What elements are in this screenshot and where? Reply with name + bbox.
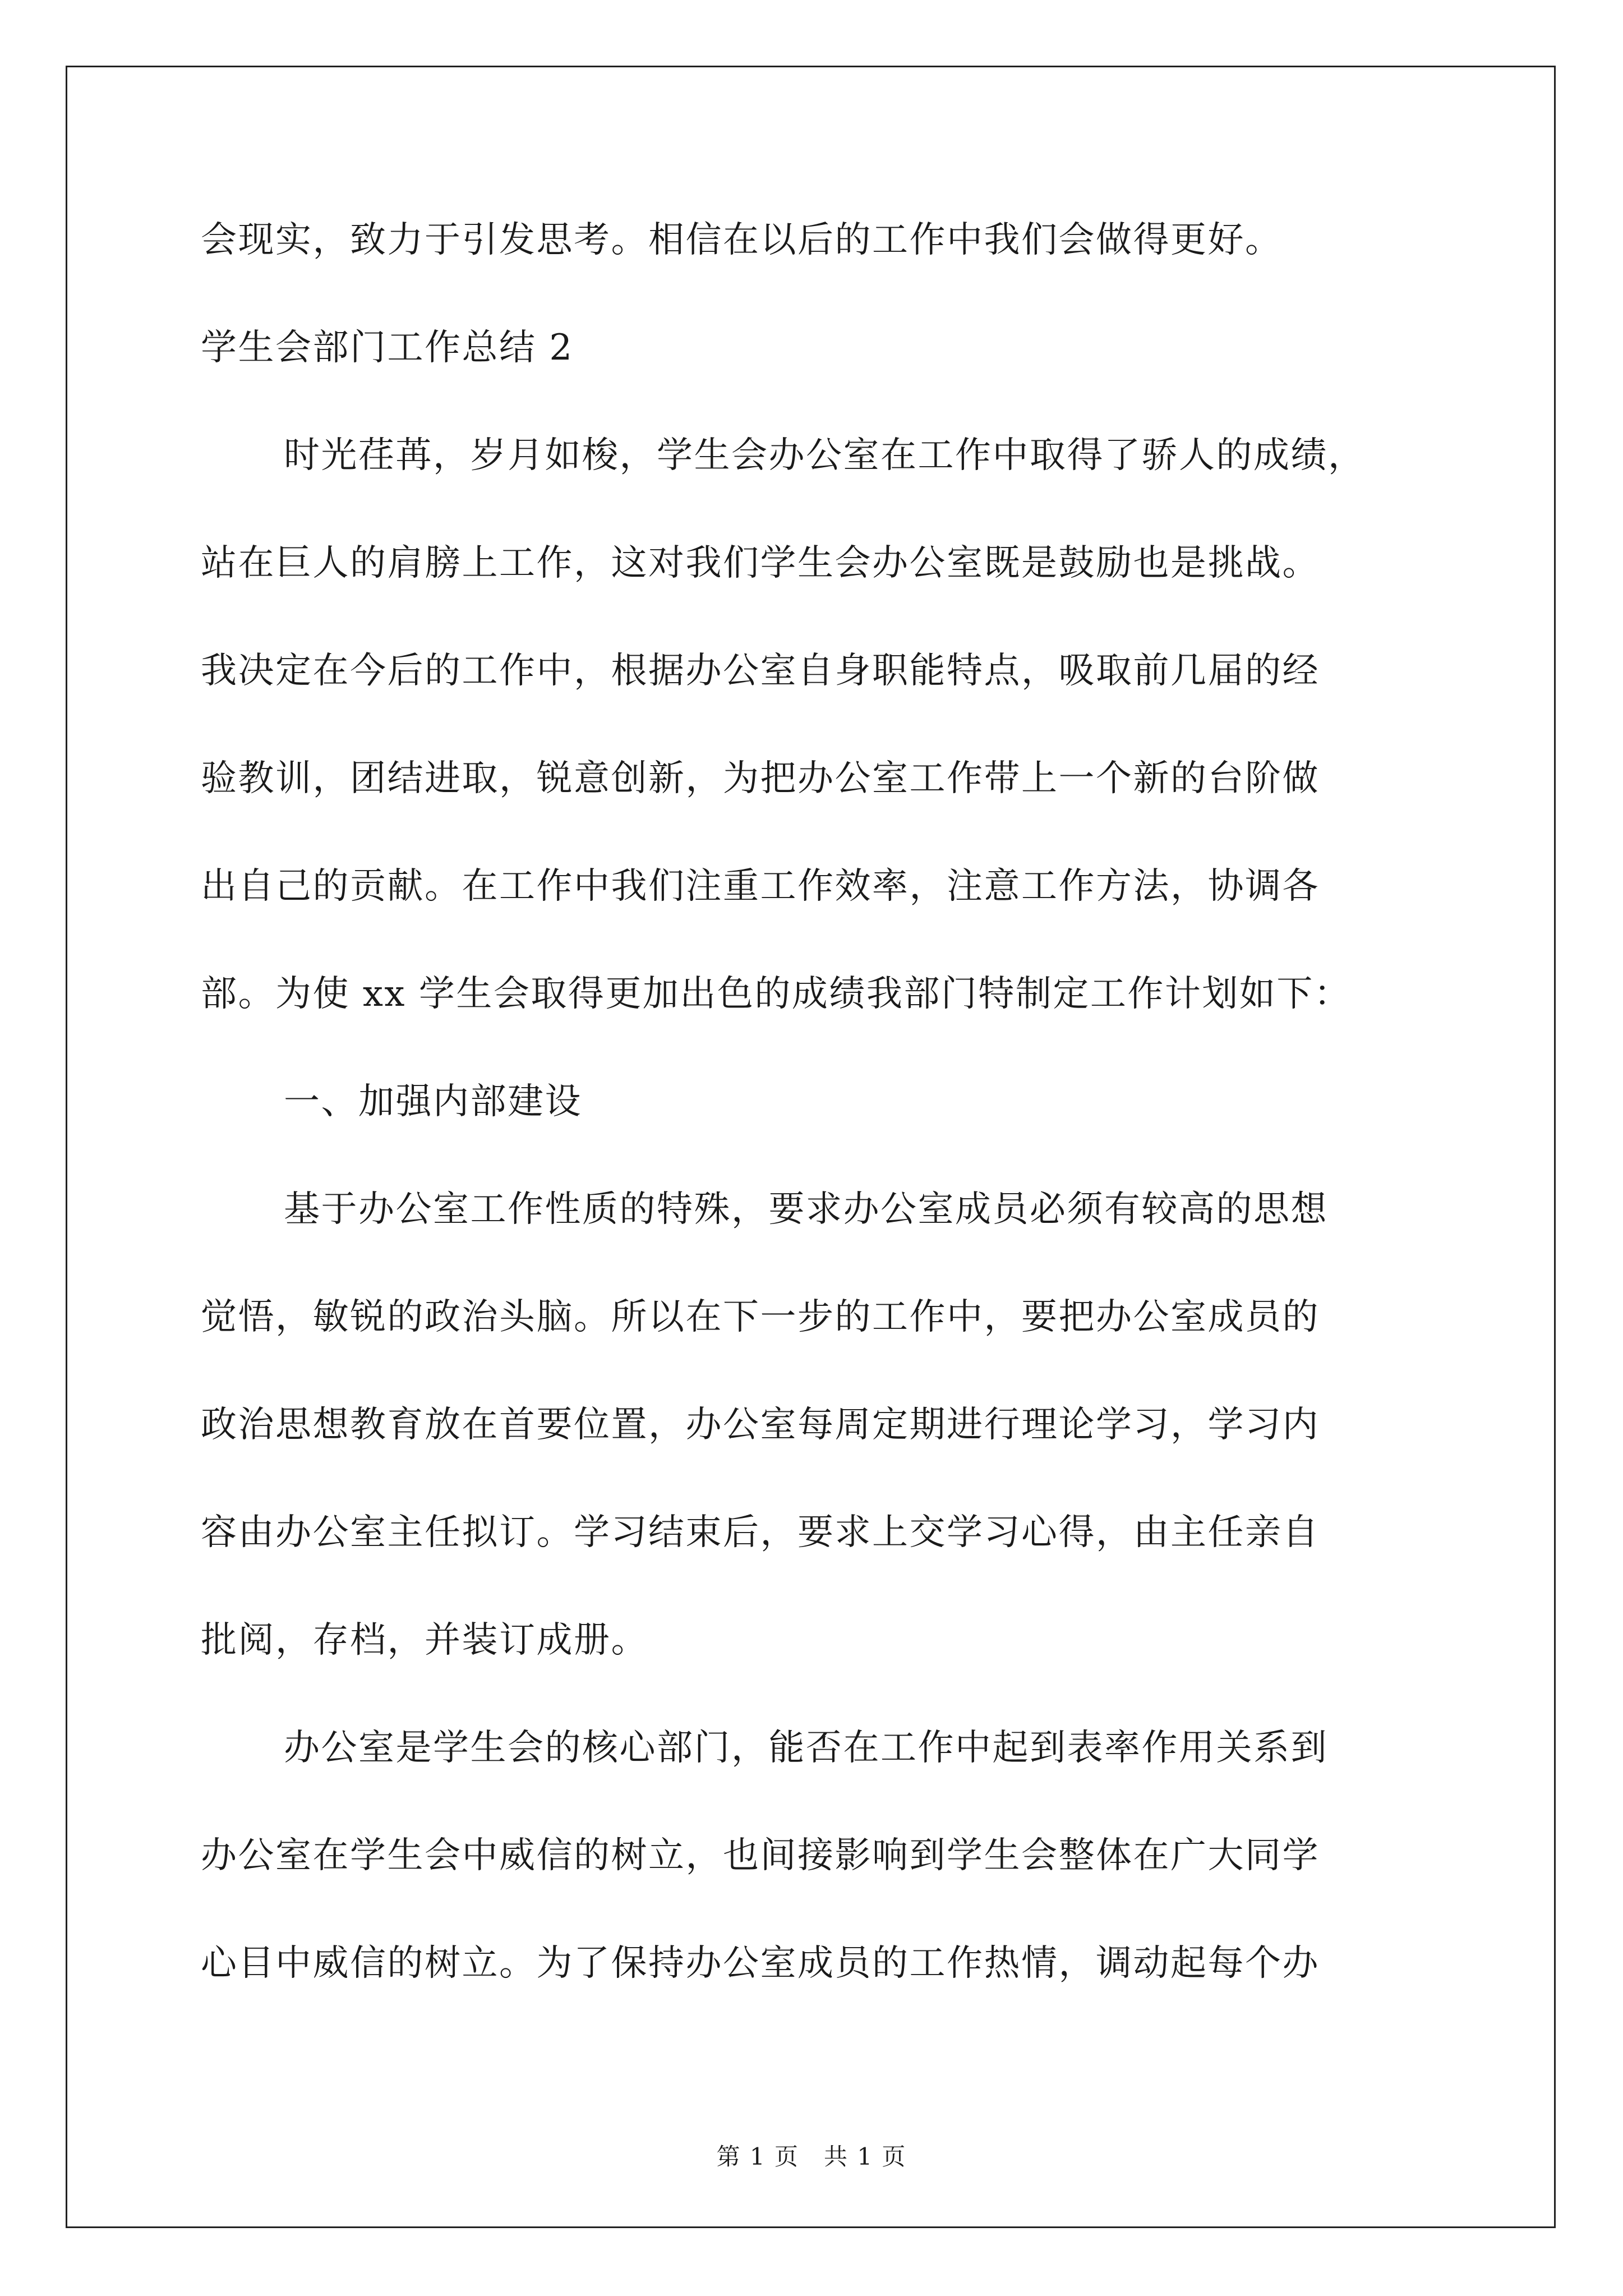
text-line-1: 会现实，致力于引发思考。相信在以后的工作中我们会做得更好。	[201, 219, 1283, 261]
section-heading: 学生会部门工作总结 2	[201, 327, 574, 369]
text-line-4: 站在巨人的肩膀上工作，这对我们学生会办公室既是鼓励也是挑战。	[201, 542, 1320, 584]
document-body	[201, 213, 1446, 2044]
text-line-15: 办公室是学生会的核心部门，能否在工作中起到表率作用关系到	[284, 1727, 1328, 1769]
text-line-16: 办公室在学生会中威信的树立，也间接影响到学生会整体在广大同学	[201, 1835, 1320, 1876]
text-line-10: 基于办公室工作性质的特殊，要求办公室成员必须有较高的思想	[284, 1189, 1328, 1230]
text-line-13: 容由办公室主任拟订。学习结束后，要求上交学习心得，由主任亲自	[201, 1512, 1320, 1553]
subsection-heading: 一、加强内部建设	[284, 1081, 582, 1122]
text-line-7: 出自己的贡献。在工作中我们注重工作效率，注意工作方法，协调各	[201, 866, 1320, 907]
text-line-14: 批阅，存档，并装订成册。	[201, 1619, 648, 1661]
text-line-6: 验教训，团结进取，锐意创新，为把办公室工作带上一个新的台阶做	[201, 758, 1320, 799]
text-line-12: 政治思想教育放在首要位置，办公室每周定期进行理论学习，学习内	[201, 1404, 1320, 1446]
page-footer: 第 1 页 共 1 页	[716, 2143, 907, 2170]
text-line-17: 心目中威信的树立。为了保持办公室成员的工作热情，调动起每个办	[201, 1943, 1320, 1984]
text-line-5: 我决定在今后的工作中，根据办公室自身职能特点，吸取前几届的经	[201, 650, 1320, 692]
text-line-3: 时光荏苒，岁月如梭，学生会办公室在工作中取得了骄人的成绩，	[284, 435, 1366, 476]
text-line-8: 部。为使 xx 学生会取得更加出色的成绩我部门特制定工作计划如下：	[201, 973, 1352, 1015]
text-line-11: 觉悟，敏锐的政治头脑。所以在下一步的工作中，要把办公室成员的	[201, 1296, 1320, 1338]
